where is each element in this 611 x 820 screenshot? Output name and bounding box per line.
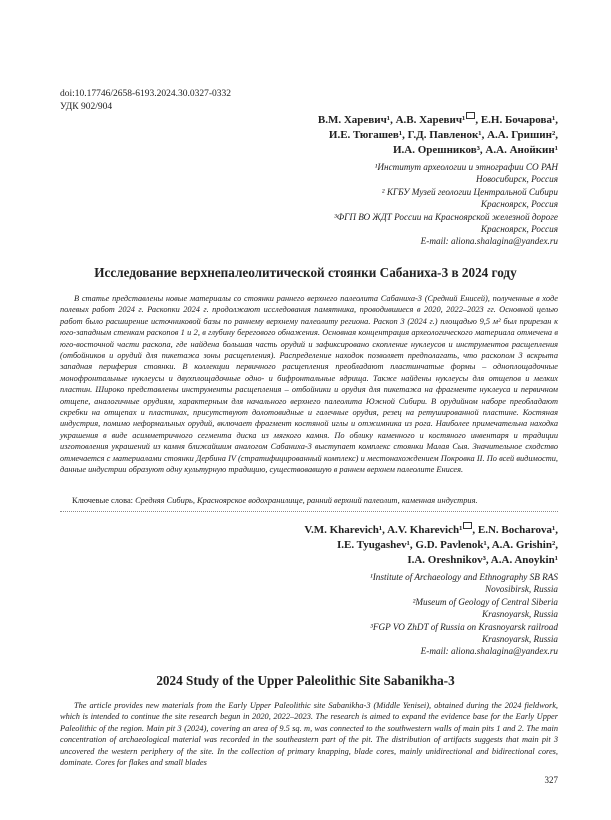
envelope-icon (463, 522, 472, 529)
en-authors-line-3: I.A. Oreshnikov³, A.A. Anoykin¹ (407, 554, 558, 566)
affiliation-line: ³ФГП ВО ЖДТ России на Красноярской железной дороге (334, 211, 558, 222)
email[interactable]: E-mail: aliona.shalagina@yandex.ru (420, 646, 558, 657)
ru-authors-line-1: В.М. Харевич¹, А.В. Харевич¹ (317, 114, 466, 126)
affiliation-line: Novosibirsk, Russia (485, 584, 558, 595)
envelope-icon (466, 112, 475, 119)
affiliation-line: ²Museum of Geology of Central Siberia (412, 596, 558, 607)
en-authors-line-2: I.E. Tyugashev¹, G.D. Pavlenok¹, A.A. Grishin², (337, 539, 558, 551)
affiliation-line: ¹Институт археологии и этнографии СО РАН (374, 162, 558, 172)
affiliation-line: Krasnoyarsk, Russia (481, 634, 558, 645)
ru-keywords (72, 495, 558, 506)
email[interactable]: E-mail: aliona.shalagina@yandex.ru (420, 236, 558, 247)
en-authors: V.M. Kharevich¹, A.V. Kharevich¹ , E.N. Bocharova¹, I.E. Tyugashev¹, G.D. Pavlenok¹, A.A. Grishin², I.A. Oreshnikov³, A.A. Anoykin¹ (304, 524, 558, 566)
affiliation-line: Красноярск, Россия (480, 199, 558, 210)
page-number: 327 (544, 775, 558, 785)
en-abstract: The article provides new materials from the Early Upper Paleolithic site Sabanikha-3 (Middle Yenisei), obtained during the 2024 fieldwork, which is intended to continue the site research begun in 2020, 2022–2023. The research is aimed to expand the evidence base for the Early Upper Paleolithic of the region. Main pit 3 (2024), covering an area of 9.5 sq. m, was connected to the southwestern walls of main pits 1 and 2. The main concentration of archaeological material was recorded in the southeastern part of the pit. The distribution of artifacts suggests that main pit 3 uncovered the western periphery of the site. In the collection of primary knapping, blade cores, mainly unidirectional and bidirectional cores, dominate. Cores for flakes and small blades (60, 701, 558, 768)
affiliation-line: ¹Institute of Archaeology and Ethnography SB RAS (369, 572, 558, 582)
ru-affiliations (334, 161, 558, 248)
affiliation-line: ² КГБУ Музей геологии Центральной Сибири (381, 186, 558, 197)
affiliation-line: Новосибирск, Россия (475, 174, 558, 185)
ru-title: Исследование верхнепалеолитической стоянки Сабаниха-3 в 2024 году (94, 265, 517, 280)
article-meta (60, 88, 231, 114)
en-title: 2024 Study of the Upper Paleolithic Site Sabanikha-3 (156, 673, 455, 688)
udk: УДК 902/904 (60, 102, 113, 112)
affiliation-line: Красноярск, Россия (480, 224, 558, 235)
keywords-text: Средняя Сибирь, Красноярское водохранилище, ранний верхний палеолит, каменная индустрия. (135, 496, 478, 505)
en-affiliations (370, 571, 558, 658)
ru-authors-line-2: И.Е. Тюгашев¹, Г.Д. Павленок¹, А.А. Гришин², (328, 129, 558, 141)
affiliation-line: ³FGP VO ZhDT of Russia on Krasnoyarsk railroad (370, 621, 558, 632)
section-divider (60, 511, 558, 512)
affiliation-line: Krasnoyarsk, Russia (481, 609, 558, 620)
doi: doi:10.17746/2658-6193.2024.30.0327-0332 (60, 89, 231, 99)
keywords-label: Ключевые слова: (72, 496, 136, 505)
ru-authors: В.М. Харевич¹, А.В. Харевич¹ , Е.Н. Бочарова¹, И.Е. Тюгашев¹, Г.Д. Павленок¹, А.А. Гришин², И.А. Орешников³, А.А. Анойкин¹ (317, 114, 558, 156)
ru-abstract: В статье представлены новые материалы со стоянки раннего верхнего палеолита Сабаниха-3 (Средний Енисей), полученные в ходе полевых работ 2024 г. Раскопки 2024 г. продолжают исследования памятника, проводившиеся в 2020, 2022–2023 гг. Основной целью работ было расширение источниковой базы по раннему верхнему палеолиту региона. Раскоп 3 (2024 г.) площадью 9,5 м² был прирезан к юго-западным стенкам раскопов 1 и 2, в глубину берегового обнажения. Основная концентрация археологического материала отмечена в юго-восточной части раскопа, где найдена большая часть орудий и зафиксировано скопление нуклеусов и инструментов расщепления (отбойников и орудий для пикетажа зоны расщепления). Распределение находок позволяет предполагать, что раскопом 3 вскрыта западная периферия стоянки. В коллекции первичного расщепления преобладают пластинчатые формы – одноплощадочные монофронтальные нуклеусы и двухплощадочные одно- и бифронтальные ядрища. Также найдены нуклеусы для отщепов и мелких пластин. Широко представлены инструменты расщепления – отбойники и орудия для пикетажа на фрагменте нуклеуса и первичном отщепе, аналогичные орудиям, характерным для начального верхнего палеолита Южной Сибири. В орудийном наборе преобладают скребки на отщепах и пластинах, присутствуют долотовидные и галечные орудия, резец на ретушированной пластине. Костяная индустрия, помимо неформальных орудий, включает фрагмент костяной иглы и отжимника из рога. Наиболее примечательна находка украшения в виде асимметричного сегмента диска из мягкого камня. По облику каменного и костяного инвентаря и традиции изготовления украшений из камня ближайшим аналогом Сабаниха-3 выступает комплекс стоянки Малая Сыя. Значительное сходство отмечается с материалами стоянки Дербина IV (стратифицированный комплекс) и местонахождением Покровка II. По всей видимости, данные индустрии образуют одну культурную традицию, существовавшую в раннем верхнем палеолите Енисея. (60, 294, 558, 475)
en-authors-line-1: V.M. Kharevich¹, A.V. Kharevich¹ (304, 524, 463, 536)
ru-authors-line-3: И.А. Орешников³, А.А. Анойкин¹ (393, 144, 558, 156)
